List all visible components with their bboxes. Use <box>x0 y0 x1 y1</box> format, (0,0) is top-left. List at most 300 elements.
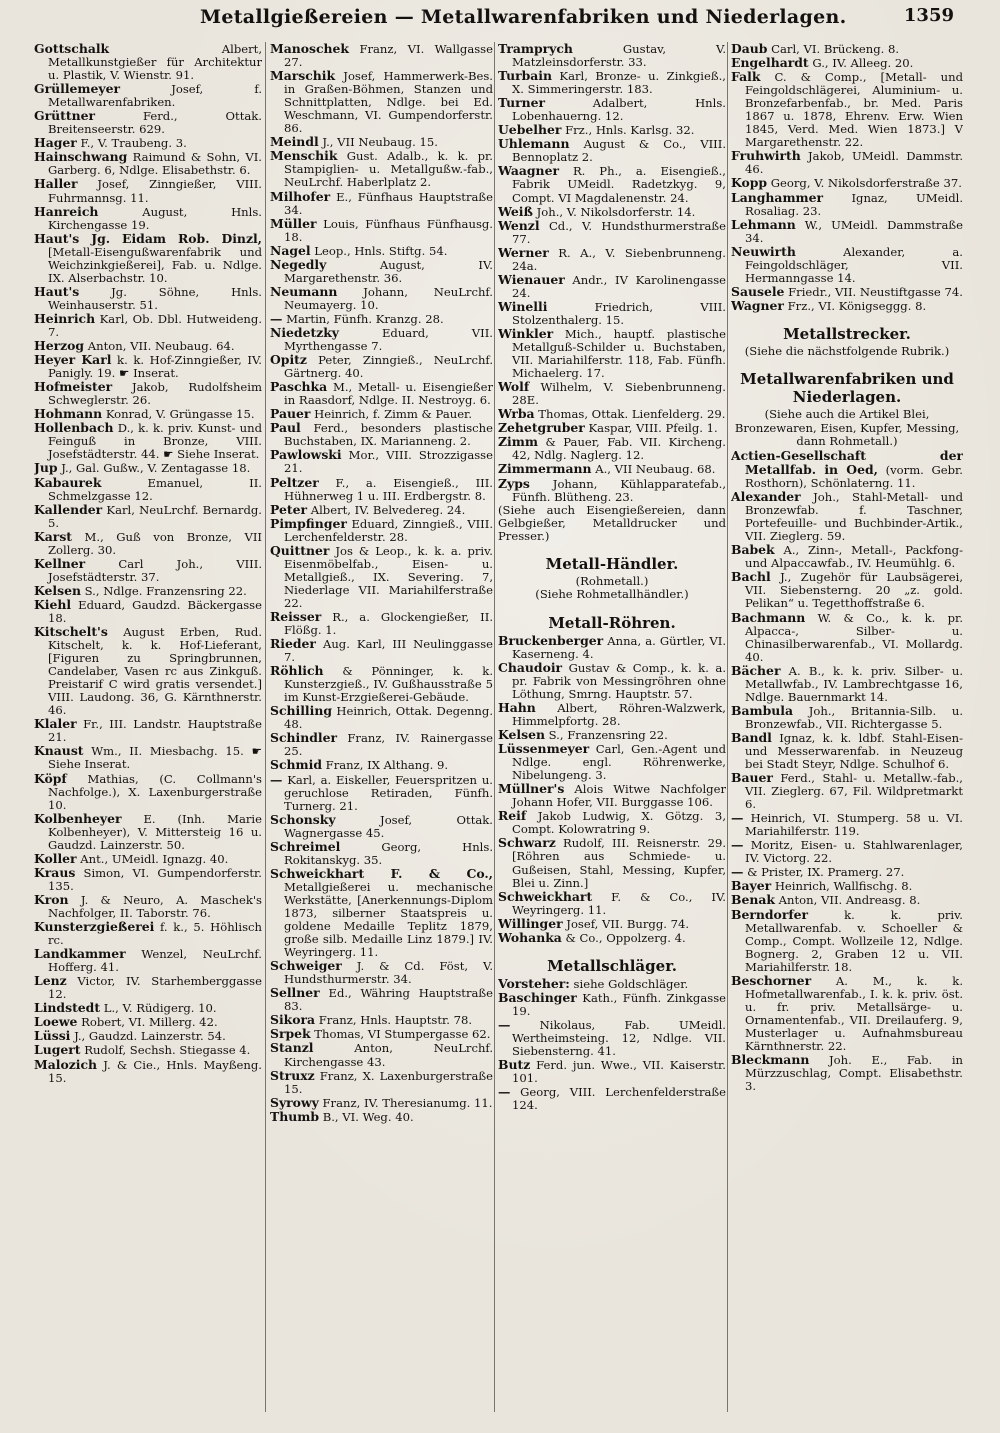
section-heading: Metall-Händler. <box>545 554 679 573</box>
directory-entry <box>731 731 963 771</box>
entry-text: S., Ndlge. Franzensring 22. <box>84 583 247 598</box>
entry-text: Franz, IV. Theresianumg. 11. <box>322 1095 493 1110</box>
directory-entry <box>270 544 493 610</box>
directory-entry <box>270 353 493 380</box>
directory-entry <box>34 772 262 812</box>
entry-text: Thomas, VI Stumpergasse 62. <box>314 1027 491 1042</box>
directory-entry <box>34 82 262 109</box>
directory-entry <box>498 205 726 219</box>
entry-text: Franz, X. Laxenburgerstraße 15. <box>284 1068 493 1096</box>
entry-name: — <box>498 1016 511 1032</box>
entry-name: Neumann <box>270 283 338 299</box>
entry-text: Karl, Bronze- u. Zinkgieß., X. Simmeringerstr. 183. <box>512 69 726 97</box>
entry-text: M., Metall- u. Eisengießer in Raasdorf, Ndlge. II. Nestroyg. 6. <box>284 380 493 408</box>
entry-name: Benak <box>731 892 775 908</box>
entry-text: Kaspar, VIII. Pfeilg. 1. <box>588 421 718 436</box>
directory-entry <box>270 149 493 189</box>
directory-columns <box>0 42 1000 1427</box>
entry-text: Jakob Ludwig, X. Götzg. 3, Compt. Kolowratring 9. <box>512 809 726 837</box>
entry-name: Engelhardt <box>731 55 809 71</box>
entry-name: Weiß <box>498 203 533 219</box>
entry-name: — <box>731 837 744 853</box>
directory-entry <box>731 449 963 490</box>
directory-entry <box>270 773 493 813</box>
entry-text: C. & Comp., [Metall- und Feingoldschlägerei, Aluminium- u. Bronzefarbenfab., br. Med. Paris 1867 u. 1878, Ehrenv. Erw. Wien 1845, Verd. Med. Wien 1873.] V Margarethenstr. 22. <box>745 70 963 150</box>
directory-entry <box>34 893 262 920</box>
entry-name: Manoschek <box>270 42 350 56</box>
entry-name: Grüllemeyer <box>34 81 121 97</box>
entry-text: Emanuel, II. Schmelzgasse 12. <box>48 475 262 503</box>
entry-name: — <box>498 1084 511 1100</box>
entry-text: Ed., Währing Hauptstraße 83. <box>284 986 493 1014</box>
directory-entry <box>34 503 262 530</box>
directory-entry <box>34 744 262 771</box>
entry-text: Gust. Adalb., k. k. pr. Stampiglien- u. Metallgußw.-fab., NeuLrchf. Haberlplatz 2. <box>284 149 493 190</box>
entry-name: Wolf <box>498 379 530 395</box>
entry-name: Zyps <box>498 475 530 491</box>
directory-entry <box>731 771 963 811</box>
directory-entry <box>498 504 726 543</box>
entry-text: Josef, f. Metallwarenfabriken. <box>48 82 262 110</box>
entry-text: Wilhelm, V. Siebenbrunneng. 28E. <box>512 380 726 408</box>
entry-text: Martin, Fünfh. Kranzg. 28. <box>286 311 444 326</box>
entry-text: Simon, VI. Gumpendorferstr. 135. <box>48 865 262 893</box>
entry-name: Lugert <box>34 1042 81 1058</box>
entry-name: Knaust <box>34 743 84 759</box>
entry-text: J. & Neuro, A. Maschek's Nachfolger, II. Taborstr. 76. <box>48 892 262 920</box>
entry-name: Fruhwirth <box>731 148 801 164</box>
directory-entry <box>731 543 963 570</box>
directory-entry <box>498 977 726 991</box>
entry-name: Schweickhart F. & Co., <box>270 865 493 881</box>
entry-text: A., VII Neubaug. 68. <box>595 462 716 477</box>
directory-entry <box>498 661 726 701</box>
entry-text: M., Guß von Bronze, VII Zollerg. 30. <box>48 529 262 557</box>
entry-name: Wenzl <box>498 217 540 233</box>
entry-name: Karst <box>34 528 73 544</box>
entry-text: E. (Inh. Marie Kolbenheyer), V. Mittersteig 16 u. Gaudzd. Lainzerstr. 50. <box>48 811 262 852</box>
directory-entry <box>34 232 262 285</box>
directory-entry <box>498 421 726 435</box>
directory-entry <box>270 312 493 326</box>
entry-name: Klaler <box>34 716 77 732</box>
entry-name: Werner <box>498 244 549 260</box>
entry-name: Peltzer <box>270 474 319 490</box>
entry-name: Kraus <box>34 864 76 880</box>
entry-name: Kolbenheyer <box>34 810 122 826</box>
entry-name: Schilling <box>270 703 333 719</box>
section-note: (Siehe Rohmetallhändler.) <box>535 587 689 602</box>
entry-text: Josef, VII. Burgg. 74. <box>566 916 690 931</box>
entry-text: R. A., V. Siebenbrunneng. 24a. <box>512 245 726 273</box>
entry-text: Franz, IV. Rainergasse 25. <box>284 731 493 759</box>
entry-text: & Pönninger, k. k. Kunsterzgieß., IV. Gußhausstraße 5 im Kunst-Erzgießerei-Gebäude. <box>284 664 493 705</box>
directory-entry <box>34 285 262 312</box>
entry-text: (Siehe auch Eisengießereien, dann Gelbgießer, Metalldrucker und Presser.) <box>498 502 726 543</box>
directory-entry <box>270 190 493 217</box>
entry-text: Ferd. jun. Wwe., VII. Kaiserstr. 101. <box>512 1058 726 1086</box>
entry-name: Wohanka <box>498 929 562 945</box>
entry-name: Baschinger <box>498 989 577 1005</box>
directory-entry <box>270 610 493 637</box>
entry-text: Josef, Hammerwerk-Bes. in Graßen-Böhmen, Stanzen und Schnittplatten, Ndlge. bei Ed. Weschmann, VI. Gumpendorferstr. 86. <box>284 69 493 136</box>
entry-text: Joh., Stahl-Metall- und Bronzewfab. f. Taschner, Portefeuille- und Buchbinder-Artik., VII. Zieglerg. 59. <box>745 490 963 544</box>
entry-name: Tramprych <box>498 42 573 56</box>
entry-text: Eduard, Gaudzd. Bäckergasse 18. <box>48 597 262 625</box>
directory-entry <box>498 96 726 123</box>
entry-name: Daub <box>731 42 768 56</box>
entry-name: Srpek <box>270 1026 311 1042</box>
directory-entry <box>498 300 726 327</box>
directory-entry <box>731 865 963 879</box>
entry-name: Alexander <box>731 489 801 505</box>
entry-name: Kellner <box>34 555 86 571</box>
directory-entry <box>34 205 262 232</box>
directory-entry <box>270 867 493 959</box>
entry-name: Herzog <box>34 338 85 354</box>
entry-name: Hainschwang <box>34 149 128 165</box>
entry-name: Bayer <box>731 878 772 894</box>
entry-name: Falk <box>731 69 761 85</box>
entry-name: Kelsen <box>34 582 81 598</box>
entry-text: Georg, Hnls. Rokitanskyg. 35. <box>284 839 493 867</box>
entry-text: Carl, Gen.-Agent und Ndlge. engl. Röhrenwerke, Nibelungeng. 3. <box>512 742 726 783</box>
entry-text: Moritz, Eisen- u. Stahlwarenlager, IV. Victorg. 22. <box>745 838 963 866</box>
directory-entry <box>731 191 963 218</box>
entry-name: Bandl <box>731 729 772 745</box>
directory-entry <box>270 244 493 258</box>
directory-entry <box>498 137 726 164</box>
entry-name: Opitz <box>270 352 307 368</box>
entry-name: Beschorner <box>731 972 812 988</box>
entry-name: Hollenbach <box>34 420 114 436</box>
directory-entry <box>731 70 963 149</box>
entry-name: Chaudoir <box>498 659 563 675</box>
entry-name: Hager <box>34 135 77 151</box>
entry-text: Georg, VIII. Lerchenfelderstraße 124. <box>512 1085 726 1113</box>
directory-entry <box>498 836 726 889</box>
entry-name: Turner <box>498 95 546 111</box>
directory-entry <box>34 1043 262 1057</box>
entry-text: Metallgießerei u. mechanische Werkstätte, [Anerkennungs-Diplom 1873, silberner Staatspreis u. goldene Medaille Teplitz 1879, große silb. Medaille Linz 1879.] IV. Weyringerg. 11. <box>284 879 493 960</box>
entry-text: Victor, IV. Starhemberggasse 12. <box>48 974 262 1002</box>
entry-name: Kabaurek <box>34 474 102 490</box>
entry-text: Raimund & Sohn, VI. Garberg. 6, Ndlge. Elisabethstr. 6. <box>48 150 262 178</box>
entry-name: Haut's Jg. Eidam Rob. Dinzl, <box>34 230 262 246</box>
entry-text: J., Zugehör für Laubsägerei, VII. Siebensterng. 20 „z. gold. Pelikan“ u. Tegetthoffstraße 6. <box>745 570 963 611</box>
directory-entry <box>34 42 262 82</box>
directory-entry <box>270 637 493 664</box>
entry-text: Ignaz, k. k. ldbf. Stahl-Eisen- und Messerwarenfab. in Neuzeug bei Stadt Steyr, Ndlge. Schulhof 6. <box>745 730 963 772</box>
entry-name: Wrba <box>498 406 535 422</box>
directory-entry <box>34 584 262 598</box>
section-note: (Siehe auch die Artikel Blei, Bronzewaren, Eisen, Kupfer, Messing, dann Rohmetall.) <box>734 407 960 449</box>
entry-text: A. M., k. k. Hofmetallwarenfab., I. k. k. priv. öst. u. fr. priv. Metallsärge- u. Ornamentenfab., VII. Dreilauferg. 9, Musterlager u. Aufnahmsbureau Kärnthnerstr. 22. <box>745 973 963 1053</box>
entry-text: J., Gaudzd. Lainzerstr. 54. <box>74 1029 226 1044</box>
entry-text: J., Gal. Gußw., V. Zentagasse 18. <box>61 461 251 476</box>
entry-text: Rudolf, III. Reisnerstr. 29. [Röhren aus Schmiede- u. Gußeisen, Stahl, Messing, Kupfer, Blei u. Zinn.] <box>512 836 726 890</box>
entry-name: Syrowy <box>270 1094 319 1110</box>
entry-text: Mich., hauptf. plastische Metallguß-Schilder u. Buchstaben, VII. Mariahilferstr. 118, Fab. Fünfh. Michaelerg. 17. <box>512 326 726 381</box>
running-title: Metallgießereien — Metallwarenfabriken und Niederlagen. <box>200 6 847 28</box>
directory-entry <box>731 811 963 838</box>
entry-name: Actien-Gesellschaft der Metallfab. in Oed, <box>731 447 963 477</box>
entry-text: Heinrich, VI. Stumperg. 58 u. VI. Mariahilferstr. 119. <box>745 811 963 839</box>
entry-name: Quittner <box>270 542 330 558</box>
directory-entry <box>498 123 726 137</box>
directory-entry <box>270 326 493 353</box>
entry-text: J. & Cd. Föst, V. Hundsthurmerstr. 34. <box>284 959 493 987</box>
directory-entry <box>498 890 726 917</box>
entry-name: Reisser <box>270 608 322 624</box>
entry-text: F., a. Eisengieß., III. Hühnerweg 1 u. III. Erdbergstr. 8. <box>284 475 493 503</box>
directory-entry <box>731 908 963 974</box>
directory-entry <box>270 1110 493 1124</box>
entry-name: Zimmermann <box>498 461 592 477</box>
directory-entry <box>498 462 726 476</box>
directory-entry <box>270 1041 493 1068</box>
directory-entry <box>34 1001 262 1015</box>
entry-text: Leop., Hnls. Stiftg. 54. <box>314 243 448 258</box>
directory-entry <box>270 1096 493 1110</box>
entry-name: Schwarz <box>498 835 556 851</box>
entry-name: Malozich <box>34 1056 98 1072</box>
entry-name: Hohmann <box>34 406 103 422</box>
entry-text: Karl, a. Eiskeller, Feuerspritzen u. geruchlose Retiraden, Fünfh. Turnerg. 21. <box>284 772 493 813</box>
directory-entry <box>34 530 262 557</box>
entry-name: Willinger <box>498 915 563 931</box>
entry-text: Johann, NeuLrchf. Neumayerg. 10. <box>284 284 493 312</box>
entry-text: S., Franzensring 22. <box>548 728 668 743</box>
entry-text: J., VII Neubaug. 15. <box>322 135 438 150</box>
directory-entry <box>270 503 493 517</box>
entry-text: G., IV. Alleeg. 20. <box>812 56 914 71</box>
directory-entry <box>731 42 963 56</box>
column-3 <box>498 42 726 1427</box>
entry-name: Marschik <box>270 68 336 84</box>
entry-text: Alois Witwe Nachfolger Johann Hofer, VII. Burggasse 106. <box>512 782 726 810</box>
entry-name: Bauer <box>731 770 773 786</box>
entry-text: Jg. Söhne, Hnls. Weinhauserstr. 51. <box>48 284 262 312</box>
entry-text: Robert, VI. Millerg. 42. <box>81 1015 218 1030</box>
entry-name: Heyer Karl <box>34 352 112 368</box>
directory-entry <box>270 840 493 867</box>
entry-text: Jakob, Rudolfsheim Schweglerstr. 26. <box>48 380 262 408</box>
entry-name: Bächer <box>731 662 781 678</box>
entry-text: B., VI. Weg. 40. <box>322 1109 414 1124</box>
directory-entry <box>498 701 726 728</box>
entry-name: Haller <box>34 176 78 192</box>
directory-entry <box>731 245 963 285</box>
entry-text: D., k. k. priv. Kunst- und Feinguß in Bronze, VIII. Josefstädterstr. 44. ☛ Siehe Inserat. <box>48 421 262 462</box>
entry-text: A., Zinn-, Metall-, Packfong- und Alpaccawfab., IV. Heumühlg. 6. <box>745 543 963 571</box>
directory-entry <box>34 177 262 204</box>
entry-name: Hofmeister <box>34 379 113 395</box>
directory-entry <box>731 490 963 543</box>
entry-name: Kelsen <box>498 727 545 743</box>
entry-name: Sikora <box>270 1012 316 1028</box>
entry-name: Lüssenmeyer <box>498 741 590 757</box>
entry-text: Andr., IV Karolinengasse 24. <box>512 272 726 300</box>
entry-text: Nikolaus, Fab. UMeidl. Wertheimsteing. 12, Ndlge. VII. Siebensterng. 41. <box>512 1017 726 1059</box>
entry-text: Frz., VI. Königseggg. 8. <box>787 298 927 313</box>
entry-text: Eduard, Zinngieß., VIII. Lerchenfelderstr. 28. <box>284 516 493 544</box>
entry-text: Adalbert, Hnls. Lobenhauerng. 12. <box>512 96 726 124</box>
directory-entry <box>731 149 963 176</box>
entry-name: Lenz <box>34 973 67 989</box>
entry-name: Bambula <box>731 702 794 718</box>
entry-name: Babek <box>731 542 775 558</box>
entry-text: Anton, VII. Neubaug. 64. <box>87 339 235 354</box>
directory-entry <box>34 947 262 974</box>
entry-name: Müllner's <box>498 781 565 797</box>
entry-text: L., V. Rüdigerg. 10. <box>103 1001 217 1016</box>
entry-name: Kitschelt's <box>34 624 108 640</box>
entry-text: Albert, Röhren-Walzwerk, Himmelpfortg. 28. <box>512 700 726 729</box>
page-number: 1359 <box>903 5 954 26</box>
entry-name: Heinrich <box>34 310 96 326</box>
directory-entry <box>498 273 726 300</box>
directory-entry <box>270 1069 493 1096</box>
directory-entry <box>34 339 262 353</box>
entry-text: Georg, V. Nikolsdorferstraße 37. <box>770 176 962 191</box>
directory-entry <box>498 728 726 742</box>
directory-entry <box>34 852 262 866</box>
directory-entry <box>731 218 963 245</box>
directory-entry <box>270 959 493 986</box>
entry-name: Stanzl <box>270 1040 314 1056</box>
entry-name: Wagner <box>731 297 784 313</box>
directory-entry <box>498 917 726 931</box>
column-1 <box>34 42 262 1427</box>
entry-text: Thomas, Ottak. Lienfelderg. 29. <box>538 407 726 422</box>
entry-name: Lüssi <box>34 1028 71 1044</box>
entry-text: Josef, Zinngießer, VIII. Fuhrmannsg. 11. <box>48 177 262 205</box>
directory-entry <box>270 285 493 312</box>
directory-entry <box>498 435 726 462</box>
entry-name: Hahn <box>498 699 536 715</box>
directory-entry <box>498 634 726 661</box>
entry-text: Frz., Hnls. Karlsg. 32. <box>565 123 695 138</box>
entry-text: Josef, Ottak. Wagnergasse 45. <box>284 812 493 840</box>
entry-text: Peter, Zinngieß., NeuLrchf. Gärtnerg. 40. <box>284 353 493 381</box>
entry-text: Ant., UMeidl. Ignazg. 40. <box>80 851 229 866</box>
directory-entry <box>34 407 262 421</box>
directory-entry <box>34 625 262 717</box>
entry-text: R. Ph., a. Eisengieß., Fabrik UMeidl. Radetzkyg. 9, Compt. VI Magdalenenstr. 24. <box>512 164 726 205</box>
entry-text: Eduard, VII. Myrthengasse 7. <box>284 325 493 354</box>
entry-name: Schreimel <box>270 838 341 854</box>
entry-text: August, IV. Margarethenstr. 36. <box>284 257 493 285</box>
entry-name: Loewe <box>34 1014 78 1030</box>
entry-name: Bachl <box>731 569 771 585</box>
entry-name: Lehmann <box>731 216 796 232</box>
entry-name: Niedetzky <box>270 324 340 340</box>
entry-text: Joh., Britannia-Silb. u. Bronzewfab., VII. Richtergasse 5. <box>745 703 963 731</box>
entry-text: Joh. E., Fab. in Mürzzuschlag, Compt. Elisabethstr. 3. <box>745 1053 963 1094</box>
directory-entry <box>498 246 726 273</box>
entry-name: Köpf <box>34 770 67 786</box>
section-heading: Metallwarenfabriken und Niederlagen. <box>740 370 954 407</box>
entry-text: Johann, Kühlapparatefab., Fünfh. Blütheng. 23. <box>512 476 726 504</box>
entry-text: E., Fünfhaus Hauptstraße 34. <box>284 189 493 217</box>
entry-text: Rudolf, Sechsh. Stiegasse 4. <box>84 1043 251 1058</box>
directory-entry <box>731 285 963 299</box>
directory-entry <box>270 258 493 285</box>
entry-text: Aug. Karl, III Neulinggasse 7. <box>284 637 493 665</box>
entry-text: Gustav & Comp., k. k. a. pr. Fabrik von Messingröhren ohne Löthung, Smrng. Hauptstr. 57. <box>512 660 726 701</box>
section-heading: Metall-Röhren. <box>548 613 676 632</box>
directory-entry <box>34 109 262 136</box>
directory-entry <box>731 611 963 664</box>
entry-text: Jos & Leop., k. k. a. priv. Eisenmöbelfab., Eisen- u. Metallgieß., IX. Severing. 7, Niederlage VII. Mariahilferstraße 22. <box>284 543 493 610</box>
directory-entry <box>731 704 963 731</box>
entry-text: Alexander, a. Feingoldschläger, VII. Hermanngasse 14. <box>745 244 963 285</box>
directory-entry <box>498 1085 726 1112</box>
directory-entry <box>498 742 726 782</box>
directory-entry <box>34 380 262 407</box>
entry-name: Röhlich <box>270 663 324 679</box>
directory-entry <box>34 812 262 852</box>
entry-text: f. k., 5. Höhlisch rc. <box>48 920 262 948</box>
directory-entry <box>270 1013 493 1027</box>
section-heading: Metallschläger. <box>547 956 677 975</box>
entry-name: Hanreich <box>34 203 99 219</box>
entry-name: Paschka <box>270 379 328 395</box>
entry-text: Heinrich, f. Zimm & Pauer. <box>314 407 473 422</box>
entry-name: Berndorfer <box>731 906 809 922</box>
directory-entry <box>270 758 493 772</box>
entry-text: Wenzel, NeuLrchf. Hofferg. 41. <box>48 947 262 975</box>
page-header <box>0 0 1000 36</box>
column-2 <box>270 42 493 1427</box>
directory-entry <box>731 176 963 190</box>
entry-text: Albert, Metallkunstgießer für Architektur u. Plastik, V. Wienstr. 91. <box>48 42 262 83</box>
directory-entry <box>34 598 262 625</box>
entry-text: August & Co., VIII. Bennoplatz 2. <box>512 137 726 165</box>
directory-entry <box>34 1015 262 1029</box>
entry-name: Schmid <box>270 757 322 773</box>
directory-entry <box>498 809 726 836</box>
entry-name: Butz <box>498 1057 531 1073</box>
entry-text: Heinrich, Ottak. Degenng. 48. <box>284 704 493 732</box>
directory-entry <box>270 42 493 69</box>
entry-name: Rieder <box>270 636 316 652</box>
entry-text: Joh., V. Nikolsdorferstr. 14. <box>536 204 696 219</box>
entry-name: — <box>731 810 744 826</box>
directory-entry <box>34 866 262 893</box>
entry-name: Kunsterzgießerei <box>34 919 155 935</box>
entry-name: Koller <box>34 850 77 866</box>
entry-text: Franz, Hnls. Hauptstr. 78. <box>318 1013 473 1028</box>
directory-entry <box>270 380 493 407</box>
directory-entry <box>270 813 493 840</box>
directory-entry <box>270 407 493 421</box>
entry-text: Fr., III. Landstr. Hauptstraße 21. <box>48 717 262 745</box>
directory-entry <box>270 986 493 1013</box>
entry-name: Müller <box>270 215 317 231</box>
entry-name: Bachmann <box>731 609 806 625</box>
entry-name: Haut's <box>34 283 80 299</box>
entry-text: Louis, Fünfhaus Fünfhausg. 18. <box>284 216 493 244</box>
entry-text: Franz, IX Althang. 9. <box>325 758 449 773</box>
column-4 <box>731 42 963 1427</box>
entry-name: Kopp <box>731 175 768 191</box>
entry-name: Schweiger <box>270 958 342 974</box>
directory-entry <box>498 477 726 504</box>
entry-text: k. k. Hof-Zinngießer, IV. Panigly. 19. ☛ Inserat. <box>48 353 262 381</box>
entry-name: Kron <box>34 891 69 907</box>
